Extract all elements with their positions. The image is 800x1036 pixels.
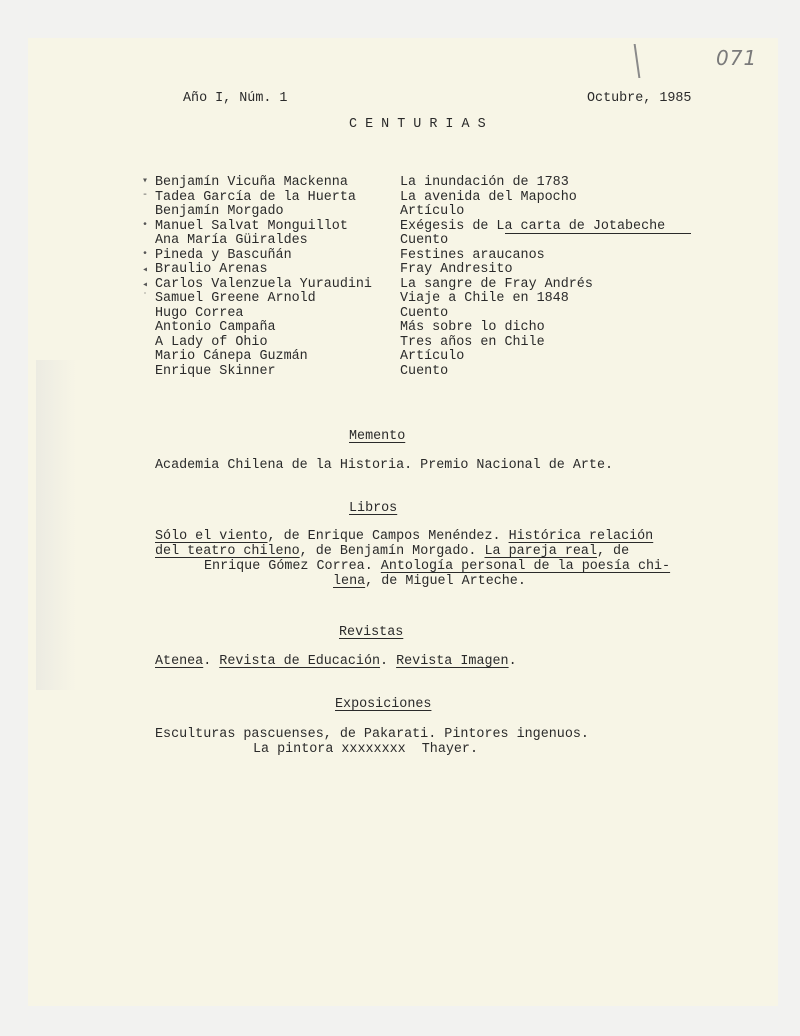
- contents-title: La inundación de 1783: [400, 175, 569, 190]
- libros-line-3: [204, 560, 670, 575]
- memento-text: Academia Chilena de la Historia. Premio Nacional de Arte.: [155, 458, 614, 473]
- book-title: Sólo el viento: [155, 529, 268, 544]
- contents-author: Mario Cánepa Guzmán: [155, 349, 308, 364]
- contents-title-with-underline: [400, 220, 665, 235]
- contents-author: Benjamín Morgado: [155, 204, 284, 219]
- tick-mark: ▾: [142, 176, 149, 187]
- contents-title: Exégesis de La carta de Jotabeche: [400, 218, 666, 234]
- separator: .: [380, 654, 397, 669]
- libros-line-1: [155, 530, 653, 545]
- page-title: C E N T U R I A S: [349, 117, 486, 132]
- contents-author: Samuel Greene Arnold: [155, 291, 316, 306]
- exposiciones-line-1: Esculturas pascuenses, de Pakarati. Pintores ingenuos.: [155, 727, 589, 742]
- contents-author: A Lady of Ohio: [155, 334, 268, 350]
- section-heading-revistas: Revistas: [339, 625, 404, 640]
- section-heading-exposiciones: Exposiciones: [335, 697, 432, 712]
- book-author: , de Miguel Arteche.: [365, 574, 526, 589]
- tick-mark: ◂: [142, 280, 149, 291]
- archive-number: 071: [716, 46, 758, 70]
- contents-title: Cuento: [400, 305, 449, 321]
- section-heading-libros: Libros: [349, 501, 398, 516]
- contents-author: Tadea García de la Huerta: [155, 189, 356, 205]
- revistas-line: [155, 655, 517, 670]
- libros-line-4: [333, 575, 526, 590]
- tick-mark: -: [142, 190, 149, 201]
- book-author: , de Benjamín Morgado.: [299, 544, 485, 559]
- magazine-title: Revista de Educación: [219, 654, 381, 669]
- contents-title: Más sobre lo dicho: [400, 320, 545, 335]
- contents-author: Antonio Campaña: [155, 320, 276, 335]
- pencil-mark: [634, 44, 671, 78]
- contents-title: La sangre de Fray Andrés: [400, 276, 593, 292]
- contents-title: Tres años en Chile: [400, 334, 545, 350]
- contents-author: Pineda y Bascuñán: [155, 247, 292, 263]
- title-underline: [505, 233, 691, 234]
- contents-author: Carlos Valenzuela Yuraudini: [155, 276, 372, 292]
- contents-title: Cuento: [400, 363, 449, 379]
- paper-edge-shadow: [36, 360, 76, 690]
- issue-number: Año I, Núm. 1: [183, 91, 288, 106]
- separator: .: [203, 654, 220, 669]
- libros-line-2: [155, 545, 629, 560]
- contents-author: Enrique Skinner: [155, 363, 276, 379]
- separator: .: [508, 654, 517, 669]
- book-author: , de Enrique Campos Menéndez.: [267, 529, 509, 544]
- contents-title: Viaje a Chile en 1848: [400, 291, 569, 306]
- contents-title: La avenida del Mapocho: [400, 189, 577, 205]
- book-title: La pareja real: [484, 544, 597, 559]
- book-title: Histórica relación: [508, 529, 654, 544]
- contents-author: Manuel Salvat Monguillot: [155, 218, 348, 234]
- contents-title: Artículo: [400, 349, 465, 364]
- contents-title: Artículo: [400, 204, 465, 219]
- issue-date: Octubre, 1985: [587, 91, 692, 106]
- magazine-title: Atenea: [155, 654, 204, 669]
- tick-mark: ◂: [142, 265, 149, 276]
- magazine-title: Revista Imagen: [396, 654, 509, 669]
- contents-author: Braulio Arenas: [155, 262, 268, 277]
- contents-author: Hugo Correa: [155, 305, 244, 321]
- tick-mark: ˙: [142, 293, 149, 304]
- contents-title: Fray Andresito: [400, 262, 513, 277]
- section-heading-memento: Memento: [349, 429, 406, 444]
- exposiciones-line-2: La pintora xxxxxxxx Thayer.: [253, 742, 478, 757]
- book-title: Antología personal de la poesía chi-: [380, 559, 671, 574]
- contents-title: Festines araucanos: [400, 247, 545, 263]
- book-author: , de: [596, 544, 630, 559]
- contents-author: Benjamín Vicuña Mackenna: [155, 175, 348, 190]
- book-author: Enrique Gómez Correa.: [204, 559, 381, 574]
- tick-mark: •: [142, 249, 149, 260]
- contents-author: Ana María Güiraldes: [155, 233, 308, 248]
- contents-title: Cuento: [400, 233, 449, 248]
- tick-mark: •: [142, 220, 149, 231]
- book-title: lena: [333, 574, 366, 589]
- book-title: del teatro chileno: [155, 544, 300, 559]
